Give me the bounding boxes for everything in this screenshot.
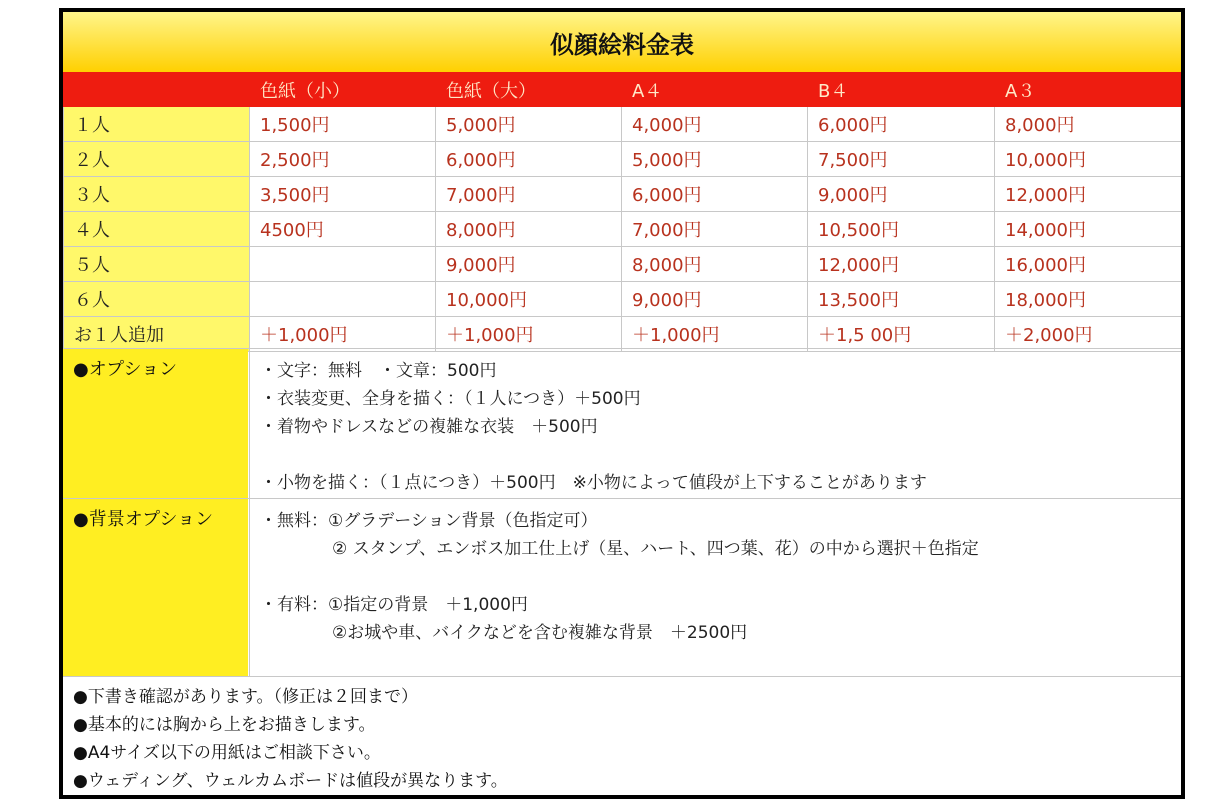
price-cell: ＋1,000円: [436, 317, 622, 352]
price-cell: 6,000円: [808, 107, 995, 142]
row-label: ４人: [64, 212, 250, 247]
option-line: ・小物を描く：（１点につき）＋500円 ※小物によって値段が上下することがあります: [260, 473, 927, 493]
price-cell: 4,000円: [622, 107, 808, 142]
price-cell: ＋1,000円: [250, 317, 436, 352]
table-row: [64, 247, 1182, 282]
price-cell: 10,000円: [995, 142, 1182, 177]
table-row: [64, 282, 1182, 317]
price-cell: 8,000円: [622, 247, 808, 282]
row-label: ３人: [64, 177, 250, 212]
price-cell: 10,500円: [808, 212, 995, 247]
column-header-shikishi-small: 色紙（小）: [250, 73, 436, 107]
row-label: お１人追加: [64, 317, 250, 352]
price-sheet: [59, 8, 1185, 799]
note-item: ●下書き確認があります。（修正は２回まで）: [73, 687, 418, 707]
table-row: [64, 317, 1182, 352]
price-cell: 9,000円: [436, 247, 622, 282]
row-label: ５人: [64, 247, 250, 282]
header-corner: [64, 73, 250, 107]
price-cell: 13,500円: [808, 282, 995, 317]
price-cell: 8,000円: [436, 212, 622, 247]
note-item: ●ウェディング、ウェルカムボードは値段が異なります。: [73, 771, 508, 791]
option-line: ・着物やドレスなどの複雑な衣装 ＋500円: [260, 417, 598, 437]
price-cell: 9,000円: [808, 177, 995, 212]
background-option-line: ・無料：①グラデーション背景（色指定可）: [260, 511, 598, 531]
price-cell: 3,500円: [250, 177, 436, 212]
column-header-a4: A４: [622, 73, 808, 107]
option-line: ・文字：無料 ・文章：500円: [260, 361, 497, 381]
price-cell: 18,000円: [995, 282, 1182, 317]
price-cell: [250, 247, 436, 282]
price-cell: 9,000円: [622, 282, 808, 317]
page-title: 似顔絵料金表: [63, 12, 1181, 73]
price-cell: 12,000円: [995, 177, 1182, 212]
background-option-line: ② スタンプ、エンボス加工仕上げ（星、ハート、四つ葉、花）の中から選択＋色指定: [332, 539, 979, 559]
price-cell: 7,000円: [436, 177, 622, 212]
note-item: ●基本的には胸から上をお描きします。: [73, 715, 376, 735]
table-row: [64, 142, 1182, 177]
background-options-section: [63, 498, 1181, 677]
options-body: [249, 349, 1181, 499]
background-option-line: ・有料：①指定の背景 ＋1,000円: [260, 595, 528, 615]
price-cell: ＋2,000円: [995, 317, 1182, 352]
table-row: [64, 107, 1182, 142]
background-options-body: [249, 499, 1181, 677]
price-cell: 10,000円: [436, 282, 622, 317]
notes-section: [63, 676, 1181, 796]
option-line: ・衣装変更、全身を描く：（１人につき）＋500円: [260, 389, 641, 409]
price-cell: [250, 282, 436, 317]
price-cell: 5,000円: [622, 142, 808, 177]
options-section: [63, 348, 1181, 499]
column-header-shikishi-large: 色紙（大）: [436, 73, 622, 107]
column-header-b4: B４: [808, 73, 995, 107]
row-label: １人: [64, 107, 250, 142]
price-cell: 8,000円: [995, 107, 1182, 142]
price-cell: 14,000円: [995, 212, 1182, 247]
price-cell: ＋1,000円: [622, 317, 808, 352]
price-cell: 2,500円: [250, 142, 436, 177]
price-cell: 4500円: [250, 212, 436, 247]
background-options-label: ●背景オプション: [63, 499, 248, 677]
table-row: [64, 212, 1182, 247]
price-cell: 16,000円: [995, 247, 1182, 282]
option-line-spacer: [260, 441, 1181, 469]
table-row: [64, 177, 1182, 212]
options-label: ●オプション: [63, 349, 248, 499]
price-cell: 1,500円: [250, 107, 436, 142]
column-header-a3: A３: [995, 73, 1182, 107]
background-option-line: ②お城や車、バイクなどを含む複雑な背景 ＋2500円: [332, 623, 748, 643]
price-cell: 6,000円: [436, 142, 622, 177]
background-option-spacer: [260, 563, 1181, 591]
price-cell: 6,000円: [622, 177, 808, 212]
row-label: ２人: [64, 142, 250, 177]
price-cell: 7,000円: [622, 212, 808, 247]
price-cell: 5,000円: [436, 107, 622, 142]
price-cell: 7,500円: [808, 142, 995, 177]
price-table: [63, 72, 1182, 352]
price-cell: 12,000円: [808, 247, 995, 282]
price-cell: ＋1,5 00円: [808, 317, 995, 352]
table-header-row: [64, 73, 1182, 107]
row-label: ６人: [64, 282, 250, 317]
note-item: ●A4サイズ以下の用紙はご相談下さい。: [73, 743, 381, 763]
